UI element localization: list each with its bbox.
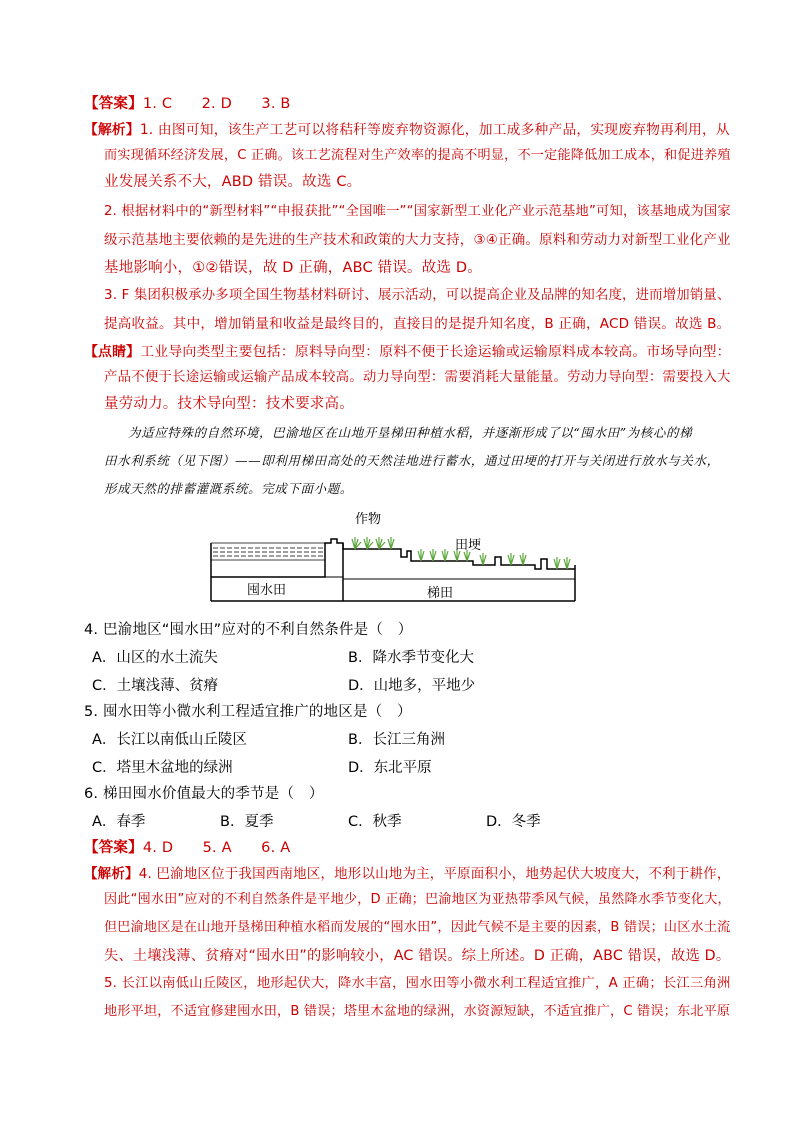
label-ridge: 田埂 bbox=[455, 538, 482, 553]
analysis-line: 地形平坦，不适宜修建囤水田，B 错误；塔里木盆地的绿洲，水资源短缺，不适宜推广，C 错误；东北平原 bbox=[104, 1004, 731, 1019]
tip-line: 产品不便于长途运输或运输产品成本较高。动力导向型：需要消耗大量能量。劳动力导向型：需要投入大 bbox=[104, 370, 731, 385]
analysis-tag: 【解析】 bbox=[84, 122, 140, 138]
question-option: C．秋季 bbox=[348, 814, 402, 830]
question-option: A．山区的水土流失 bbox=[92, 650, 218, 666]
question-stem: 6. 梯田囤水价值最大的季节是（ ） bbox=[84, 786, 324, 802]
question-option: A．长江以南低山丘陵区 bbox=[92, 732, 247, 748]
analysis-line: 2. 根据材料中的“新型材料”“申报获批”“全国唯一”“国家新型工业化产业示范基地”可知，该基地成为国家 bbox=[104, 204, 731, 219]
tip-tag: 【点睛】 bbox=[84, 344, 141, 360]
passage-line: 形成天然的排蓄灌溉系统。完成下面小题。 bbox=[104, 481, 353, 496]
question-option: C．塔里木盆地的绿洲 bbox=[92, 760, 233, 776]
question-option: C．土壤浅薄、贫瘠 bbox=[92, 678, 219, 694]
terrace-diagram bbox=[205, 505, 585, 605]
pond-water bbox=[211, 543, 325, 560]
analysis-line: 3. F 集团积极承办多项全国生物基材料研讨、展示活动，可以提高企业及品牌的知名度，进而增加销量、 bbox=[104, 288, 731, 303]
label-pond-field: 囤水田 bbox=[247, 583, 287, 598]
analysis-line: 提高收益。其中，增加销量和收益是最终目的，直接目的是提升知名度，B 正确，ACD 错误。故选 B。 bbox=[104, 316, 731, 332]
question-option: D．山地多，平地少 bbox=[348, 678, 476, 694]
analysis-line: 失、土壤浅薄、贫瘠对“囤水田”的影响较小，AC 错误。综上所述。D 正确，ABC 错误，故选 D。 bbox=[104, 948, 731, 964]
tip-line bbox=[84, 342, 731, 362]
label-terrace: 梯田 bbox=[427, 586, 454, 601]
passage-line: 为适应特殊的自然环境，巴渝地区在山地开垦梯田种植水稻，并逐渐形成了以“囤水田”为核心的梯 bbox=[128, 425, 693, 440]
label-crops: 作物 bbox=[355, 512, 382, 527]
answer-tag: 【答案】 bbox=[84, 840, 143, 856]
analysis-line: 级示范基地主要依赖的是先进的生产技术和政策的大力支持，③④正确。原料和劳动力对新型工业化产业 bbox=[104, 232, 731, 248]
analysis-line: 业发展关系不大，ABD 错误。故选 C。 bbox=[104, 174, 362, 190]
question-stem: 4. 巴渝地区“囤水田”应对的不利自然条件是（ ） bbox=[84, 622, 413, 638]
question-stem: 5. 囤水田等小微水利工程适宜推广的地区是（ ） bbox=[84, 704, 412, 720]
answer-text: 4. D 5. A 6. A bbox=[142, 840, 291, 856]
question-option: D．东北平原 bbox=[348, 760, 432, 776]
tip-line: 量劳动力。技术导向型：技术要求高。 bbox=[104, 396, 354, 412]
question-option: D．冬季 bbox=[486, 814, 541, 830]
answer-text: 1. C 2. D 3. B bbox=[142, 96, 291, 112]
tip-text: 工业导向类型主要包括：原料导向型：原料不便于长途运输或运输原料成本较高。市场导向型： bbox=[140, 344, 731, 360]
analysis-text: 4. 巴渝地区位于我国西南地区，地形以山地为主，平原面积小，地势起伏大坡度大，不利于耕作， bbox=[138, 866, 731, 882]
question-option: B．长江三角洲 bbox=[348, 732, 445, 748]
question-option: B．夏季 bbox=[220, 814, 274, 830]
answer-line-1 bbox=[84, 94, 291, 114]
answer-line-2 bbox=[84, 838, 290, 858]
analysis-line: 基地影响小，①②错误，故 D 正确，ABC 错误。故选 D。 bbox=[104, 260, 482, 276]
analysis-tag: 【解析】 bbox=[84, 866, 139, 882]
question-option: A．春季 bbox=[92, 814, 146, 830]
analysis-line: 而实现循环经济发展，C 正确。该工艺流程对生产效率的提高不明显，不一定能降低加工成本，和促进养殖 bbox=[104, 148, 731, 163]
analysis-line: 5. 长江以南低山丘陵区，地形起伏大，降水丰富，囤水田等小微水利工程适宜推广，A 正确；长江三角洲 bbox=[104, 976, 731, 991]
analysis-text: 1. 由图可知，该生产工艺可以将秸秆等废弃物资源化，加工成多种产品，实现废弃物再利用，从 bbox=[139, 122, 730, 138]
analysis-line bbox=[84, 120, 730, 140]
answer-tag: 【答案】 bbox=[84, 96, 143, 112]
analysis-line: 因此“囤水田”应对的不利自然条件是平地少，D 正确；巴渝地区为亚热带季风气候，虽然降水季节变化大， bbox=[104, 892, 731, 907]
question-option: B．降水季节变化大 bbox=[348, 650, 474, 666]
passage-line: 田水利系统（见下图）——即利用梯田高处的天然洼地进行蓄水，通过田埂的打开与关闭进行放水与关水， bbox=[104, 453, 720, 468]
analysis-line: 但巴渝地区是在山地开垦梯田种植水稻而发展的“囤水田”，因此气候不是主要的因素，B 错误；山区水土流 bbox=[104, 920, 731, 935]
analysis-line bbox=[84, 864, 731, 884]
